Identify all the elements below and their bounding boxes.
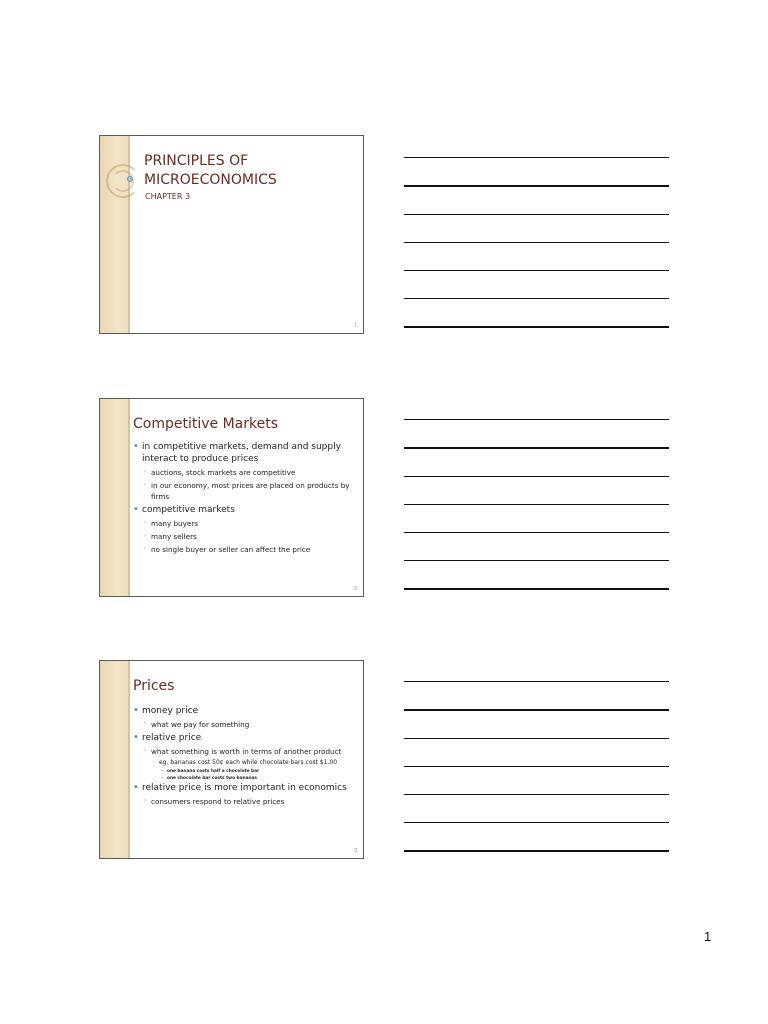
notes-line [404, 157, 669, 158]
slide-3 [99, 660, 364, 859]
slide-content [133, 705, 357, 809]
slide-content [133, 441, 357, 557]
notes-line [404, 326, 669, 328]
sub-bullet-item: ◦ what something is worth in terms of another product [133, 746, 357, 757]
notes-line [404, 850, 669, 852]
fourth-level-item: – one chocolate bar costs two bananas [133, 775, 357, 782]
slide-title: Competitive Markets [133, 416, 279, 432]
slide-title-line: PRINCIPLES OF [144, 153, 249, 169]
slide-decor-band [100, 399, 128, 596]
sub-sub-bullet-item: ◦ eg. bananas cost 50¢ each while chocolate bars cost $1.00 [133, 759, 357, 767]
bullet-item: • relative price [133, 732, 357, 744]
sub-bullet-item: ◦ consumers respond to relative prices [133, 796, 357, 807]
fourth-level-item: – one banana costs half a chocolate bar [133, 768, 357, 775]
slide-title-line: MICROECONOMICS [144, 172, 277, 188]
sub-bullet-item: ◦ no single buyer or seller can affect the price [133, 544, 357, 555]
notes-line [404, 766, 669, 767]
notes-line [404, 504, 669, 505]
notes-line [404, 709, 669, 711]
notes-line [404, 419, 669, 420]
sub-bullet-item: ◦ many sellers [133, 531, 357, 542]
notes-line [404, 822, 669, 823]
slide-subtitle: CHAPTER 3 [145, 192, 191, 201]
sub-bullet-item: ◦ in our economy, most prices are placed on products by firms [133, 480, 357, 502]
notes-line [404, 447, 669, 449]
bullet-item: • in competitive markets, demand and supply interact to produce prices [133, 441, 357, 465]
slide-decor-stripe [128, 399, 130, 596]
notes-line [404, 298, 669, 299]
slide-decor-stripe [128, 661, 130, 858]
notes-line [404, 738, 669, 739]
sub-bullet-item: ◦ many buyers [133, 518, 357, 529]
notes-line [404, 588, 669, 590]
slide-title [144, 152, 277, 190]
notes-line [404, 270, 669, 271]
page-number: 1 [704, 929, 712, 944]
notes-line [404, 794, 669, 795]
slide-1 [99, 135, 364, 334]
notes-line [404, 560, 669, 561]
bullet-item: • competitive markets [133, 504, 357, 516]
notes-line [404, 681, 669, 682]
slide-decor-band [100, 661, 128, 858]
slide-number: 1 [354, 323, 357, 329]
slide-2 [99, 398, 364, 597]
notes-line [404, 476, 669, 477]
slide-number: 2 [354, 586, 357, 592]
notes-line [404, 214, 669, 215]
bullet-dot-icon [127, 176, 133, 182]
slide-number: 3 [354, 848, 357, 854]
slide-title: Prices [133, 678, 175, 694]
sub-bullet-item: ◦ what we pay for something [133, 719, 357, 730]
notes-line [404, 532, 669, 533]
sub-bullet-item: ◦ auctions, stock markets are competitive [133, 467, 357, 478]
notes-line [404, 242, 669, 243]
notes-line [404, 185, 669, 187]
bullet-item: • relative price is more important in economics [133, 782, 357, 794]
bullet-item: • money price [133, 705, 357, 717]
